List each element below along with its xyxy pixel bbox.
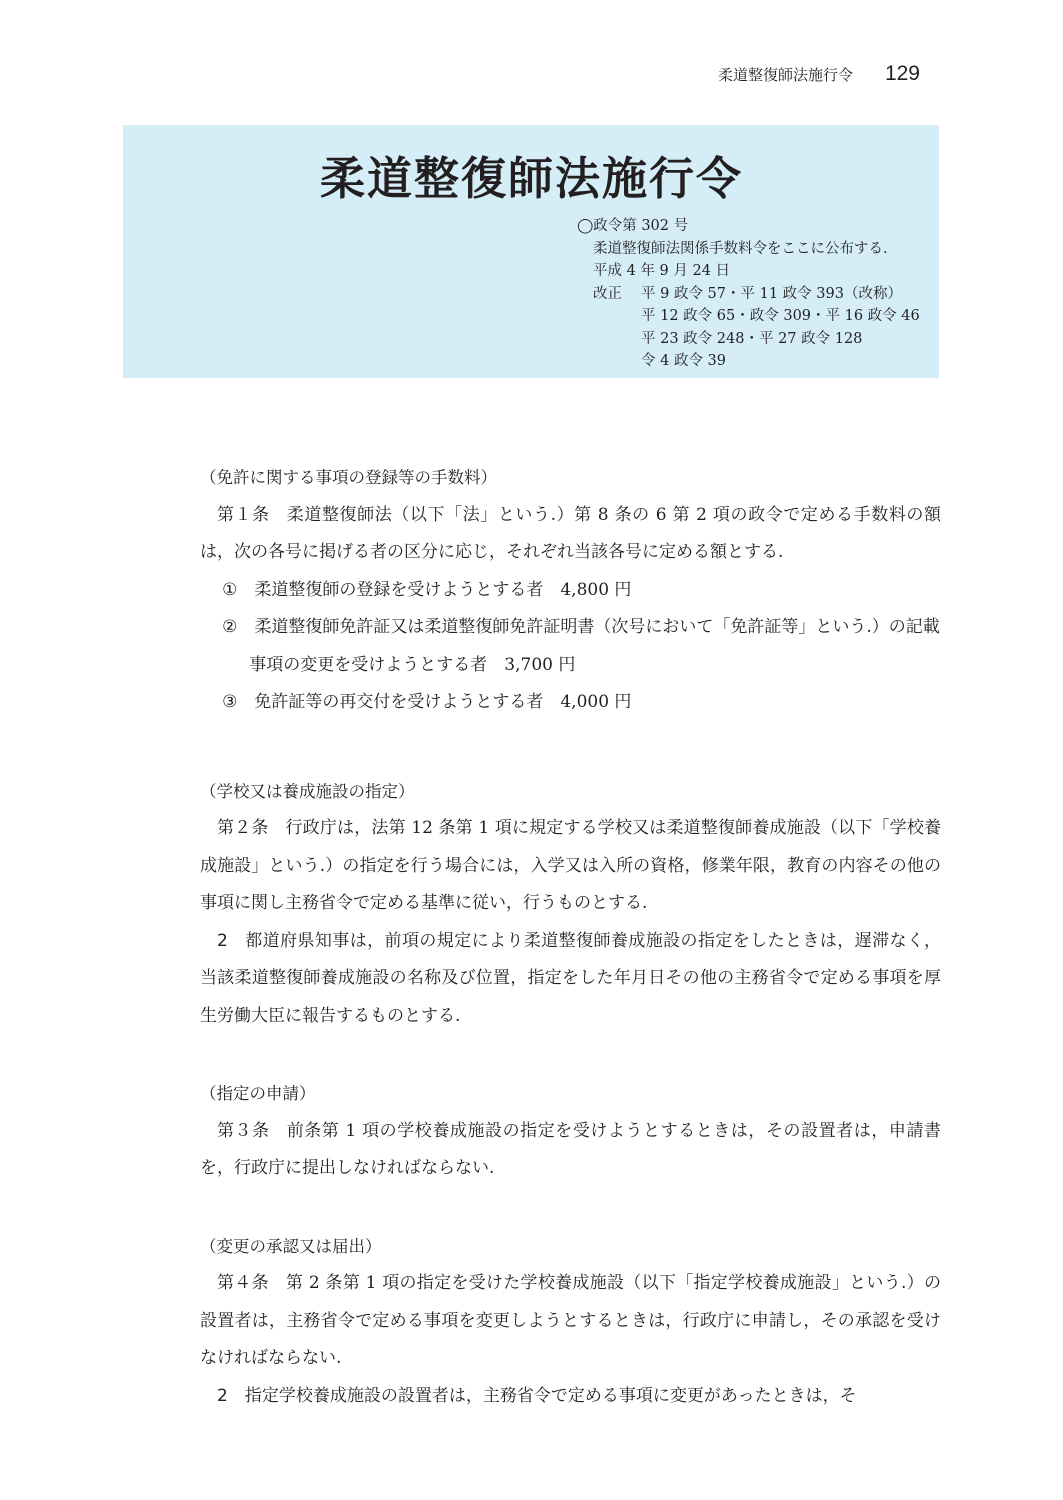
article-heading: （指定の申請） (200, 1084, 316, 1103)
amendment-line: 令 4 政令 39 (641, 353, 727, 369)
document-title: 柔道整復師法施行令 (319, 152, 743, 205)
item-number: ③ (222, 692, 238, 712)
article-label: 第３条 (217, 1120, 270, 1141)
article-heading: （変更の承認又は届出） (200, 1236, 382, 1256)
main-content (200, 459, 941, 1415)
article-heading: （学校又は養成施設の指定） (200, 781, 415, 801)
running-header (718, 62, 920, 86)
amendment-list (641, 283, 920, 373)
article-text: 第 2 条第 1 項の指定を受けた学校養成施設（以下「指定学校養成施設」という.）の設置者は，主務省令で定める事項を変更しようとするときは，行政庁に申請し，その承認を受けなければならない. (200, 1273, 942, 1368)
item-number: ② (222, 617, 238, 637)
amendment-block (577, 283, 920, 373)
item-number: ① (222, 579, 238, 600)
article-heading: （免許に関する事項の登録等の手数料） (200, 468, 497, 487)
list-item (200, 609, 941, 684)
list-item (200, 684, 941, 722)
article-text: 行政庁は，法第 12 条第 1 項に規定する学校又は柔道整復師養成施設（以下「学校養成施設」という.）の指定を行う場合には，入学又は入所の資格，修業年限，教育の内容その他の事項に関し主務省令で定める基準に従い，行うものとする. (200, 818, 942, 913)
page-number: 129 (884, 62, 920, 85)
article-3 (200, 1075, 941, 1188)
article-label: 第１条 (217, 504, 270, 525)
article-body (200, 497, 941, 572)
article-1 (200, 459, 941, 722)
article-4 (200, 1228, 941, 1416)
promulgation-text: 柔道整復師法関係手数料令をここに公布する. (593, 240, 888, 257)
running-title: 柔道整復師法施行令 (717, 66, 853, 84)
paragraph (200, 923, 941, 1036)
amendment-label: 改正 (593, 285, 622, 302)
article-text: 柔道整復師法（以下「法」という.）第 8 条の 6 第 2 項の政令で定める手数料の額は，次の各号に掲げる者の区分に応じ，それぞれ当該各号に定める額とする. (200, 504, 941, 562)
paragraph-text: 指定学校養成施設の設置者は，主務省令で定める事項に変更があったときは，そ (244, 1385, 857, 1406)
item-text: 柔道整復師免許証又は柔道整復師免許証明書（次号において「免許証等」という.）の記載事項の変更を受けようとする者 3,700 円 (249, 617, 940, 675)
article-label: 第２条 (217, 818, 269, 838)
article-2 (200, 773, 941, 1036)
order-number: ◯政令第 302 号 (577, 218, 689, 234)
paragraph (200, 1378, 941, 1416)
item-text: 柔道整復師の登録を受けようとする者 4,800 円 (254, 579, 632, 600)
paragraph-number: 2 (217, 1385, 228, 1406)
promulgation-block (577, 215, 920, 373)
article-label: 第４条 (217, 1273, 269, 1293)
article-body (200, 1113, 941, 1188)
amendment-line: 平 9 政令 57・平 11 政令 393（改称） (641, 285, 902, 302)
article-body (200, 1265, 941, 1378)
paragraph-text: 都道府県知事は，前項の規定により柔道整復師養成施設の指定をしたときは，遅滞なく，当該柔道整復師養成施設の名称及び位置，指定をした年月日その他の主務省令で定める事項を厚生労働大臣に報告するものとする. (200, 930, 941, 1026)
promulgation-date: 平成 4 年 9 月 24 日 (593, 263, 731, 279)
paragraph-number: 2 (217, 930, 228, 951)
article-text: 前条第 1 項の学校養成施設の指定を受けようとするときは，その設置者は，申請書を，行政庁に提出しなければならない. (200, 1120, 942, 1178)
amendment-line: 平 23 政令 248・平 27 政令 128 (641, 330, 863, 347)
amendment-line: 平 12 政令 65・政令 309・平 16 政令 46 (641, 308, 920, 324)
article-body (200, 810, 941, 923)
item-text: 免許証等の再交付を受けようとする者 4,000 円 (254, 692, 632, 712)
list-item (200, 572, 941, 610)
